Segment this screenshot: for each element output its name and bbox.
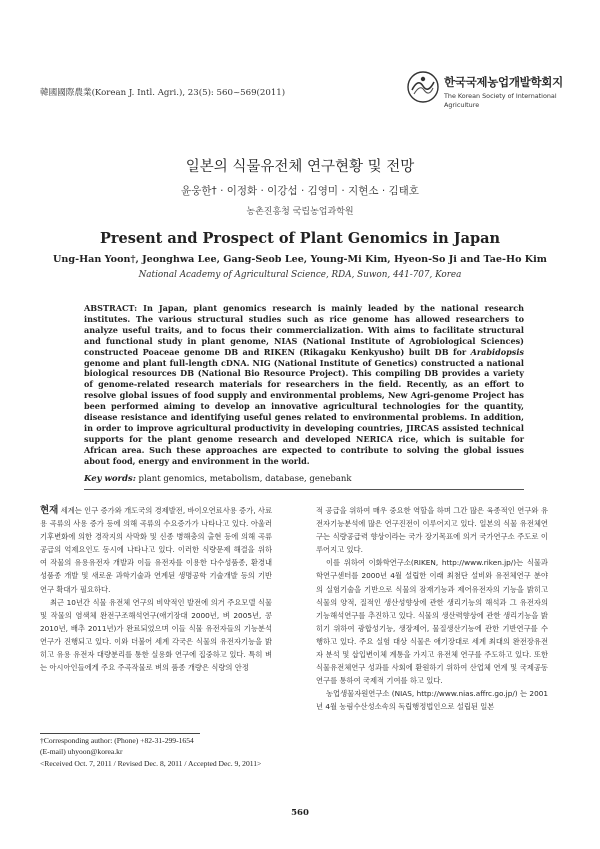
abstract-text-part2: genome and plant full-length cDNA. NIG (National Institute of Genetics) constructed a national biological resources DB (National Bio Resource Project). This compiling DB provides a variety of genome-related research materials for researchers in the field. Recently, as an effort to resolve global issues of food supply and environmental problems, New Agri-genome Project has been performed aiming to develop an innovative agricultural technologies for the quantity, disease resistance and identifying useful genes related to environmental problems. In addition, in order to improve agricultural productivity in developing countries, JIRCAS assisted technical supports for the plant genome research and developed NERICA rice, which is suitable for African area. Such these approaches are expected to contribute to solving the global issues about food, energy and environment in the world. [84, 357, 524, 466]
abstract-label: ABSTRACT: [84, 303, 144, 313]
body-paragraph-1: 세계는 인구 증가와 개도국의 경제발전, 바이오연료사용 증가, 사료용 곡류의 사용 증가 등에 의해 곡류의 수요증가가 나타나고 있다. 아울러 기후변화에 의한 경작지의 사막화 및 신종 병해충의 출현 등에 의해 곡류 공급의 억제요인도 동시에 나타나고 있다. 이러한 식량문제 해결을 위하여 작물의 유용유전자 개발과 이들 유전자를 이용한 다수성품종, 환경내성품종 개발 및 새로운 과학기술과 연계된 생명공학 기술개발 등의 기반연구 확대가 필요하다. [40, 506, 272, 594]
body-paragraph-2: 최근 10년간 식물 유전체 연구의 비약적인 발전에 의거 주요모델 식물 및 작물의 염색체 완전구조해석연구(애기장대 2000년, 벼 2005년, 콩 2010년, 배추 2011년)가 완료되었으며 이들 식물 유전자들의 기능분석 연구가 진행되고 있다. 이와 더불어 세계 각국은 식물의 유전자기능을 밝히고 유용 유전자 대량분리를 통한 실용화 연구에 집중하고 있다. 특히 벼는 아시아인들에게 주요 주곡작물로 벼의 품종 개량은 식량의 안정 [40, 597, 272, 673]
society-name-english-line2: Agriculture [444, 101, 480, 109]
body-lead-word: 현재 [40, 505, 59, 516]
footnote [40, 735, 280, 769]
title-korean: 일본의 식물유전체 연구현황 및 전망 [185, 159, 415, 175]
society-emblem-icon [406, 70, 440, 104]
authors-english: Ung-Han Yoon†, Jeonghwa Lee, Gang-Seob Lee, Young-Mi Kim, Hyeon-So Ji and Tae-Ho Kim [53, 254, 547, 265]
keywords-list: plant genomics, metabolism, database, genebank [135, 474, 352, 484]
manuscript-dates: <Received Oct. 7, 2011 / Revised Dec. 8, 2011 / Accepted Dec. 9, 2011> [40, 758, 262, 768]
body-column-right [316, 504, 548, 714]
authors-korean: 윤웅한† · 이정화 · 이강섭 · 김영미 · 지현소 · 김태호 [181, 185, 419, 197]
abstract-text-part1: In Japan, plant genomics research is mainly leaded by the national research institutes. The various structural studies such as rice genome has allowed researchers to analyze useful traits, and to focus their commercialization. With aims to facilitate structural and functional study in plant genome, NIAS (National Institute of Agrobiological Sciences) constructed Poaceae genome DB and RIKEN (Rikagaku Kenkyusho) built DB for [84, 303, 525, 357]
footnote-divider [40, 733, 200, 734]
society-logo [406, 68, 563, 116]
title-english: Present and Prospect of Plant Genomics in Japan [99, 230, 501, 247]
society-name-english-line1: The Korean Society of International [444, 92, 557, 100]
corresponding-author: †Corresponding author: (Phone) +82-31-299-1654 [40, 736, 194, 745]
affiliation-korean: 농촌진흥청 국립농업과학원 [246, 207, 354, 217]
page-number: 560 [291, 808, 309, 818]
keywords-label: Key words: [84, 474, 136, 484]
body-paragraph-4: 이를 위하여 이화학연구소(RIKEN, http://www.riken.jp/)는 식물과학연구센터를 2000년 4월 설립한 이래 최첨단 설비와 유전체연구 분야의 실험기술을 기반으로 식물의 잠재기능과 제어유전자의 기능을 밝히고 식물의 양적, 질적인 생산성향상에 관한 생리기능의 해석과 그 유전자의 기능해석연구를 추진하고 있다. 식물의 생산력향상에 관한 생리기능을 밝히기 위하여 광합성기능, 생장제어, 물질생산기능에 관한 기반연구를 수행하고 있다. 주요 실험 대상 식물은 애기장대로 세계 최대의 완전장유전자 분석 및 삽입변이체 계통을 가지고 유전체 연구를 주도하고 있다. 또한 식물유전체연구 성과를 사회에 환원하기 위하여 산업체 연계 및 국제공동연구를 통하여 국제적 기여를 하고 있다. [316, 558, 548, 686]
affiliation-english: National Academy of Agricultural Science, RDA, Suwon, 441-707, Korea [138, 270, 462, 280]
society-name-korean: 한국국제농업개발학회지 [444, 75, 563, 89]
body-column-left [40, 504, 272, 674]
keywords-divider [84, 489, 524, 490]
abstract [84, 303, 524, 467]
author-email: (E-mail) uhyoon@korea.kr [40, 747, 123, 757]
keywords [84, 474, 524, 484]
abstract-italic-term: Arabidopsis [470, 346, 524, 357]
body-paragraph-3: 적 공급을 위하여 매우 중요한 역할을 하며 그간 많은 육종적인 연구와 유전자기능분석에 많은 연구진전이 이루어지고 있다. 일본의 식물 유전체연구는 식량공급력 향상이라는 국가 장기목표에 의거 국가연구소 주도로 이루어지고 있다. [316, 506, 548, 555]
body-paragraph-5: 농업생물자원연구소 (NIAS, http://www.nias.affrc.go.jp/) 는 2001년 4월 농림수산성소속의 독립행정법인으로 설립된 일본 [316, 689, 548, 712]
journal-reference: 韓國國際農業(Korean J. Intl. Agri.), 23(5): 560~569(2011) [40, 88, 286, 98]
